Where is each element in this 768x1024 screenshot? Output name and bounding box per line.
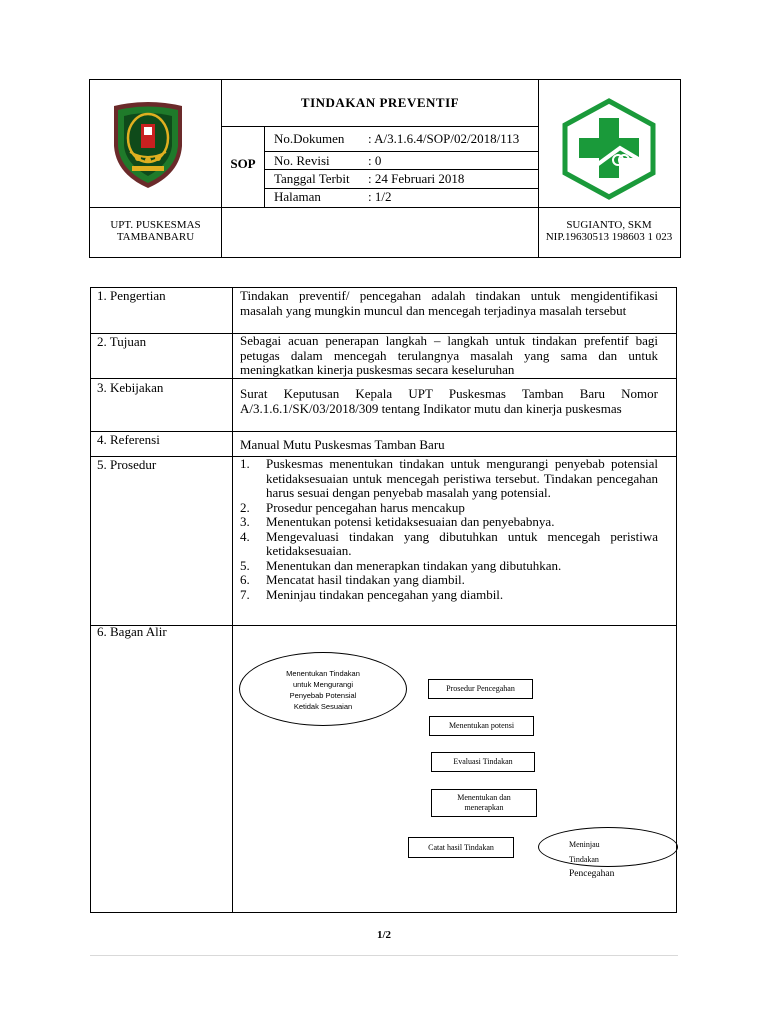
- section-text-kebijakan: Surat Keputusan Kepala UPT Puskesmas Tamban Baru Nomor A/3.1.6.1/SK/03/2018/309 tentang Indikator mutu dan kinerja puskesmas: [240, 386, 658, 416]
- revision-value: : 0: [368, 153, 382, 168]
- flow-text-line: Menentukan Tindakan: [286, 669, 360, 678]
- section-label-prosedur: 5. Prosedur: [97, 457, 157, 472]
- doc-number-label: No.Dokumen: [274, 131, 345, 146]
- section-text-tujuan: Sebagai acuan penerapan langkah – langkah untuk tindakan prefentif bagi petugas dalam mencegah terulangnya masalah yang sama dan untuk meningkatkan kinerja puskesmas secara keseluruhan: [240, 333, 658, 377]
- section-label-bagan-alir: 6. Bagan Alir: [97, 624, 167, 639]
- flow-text-line: Pencegahan: [569, 869, 615, 879]
- step-text: Prosedur pencegahan harus mencakup: [266, 499, 465, 515]
- section-label-tujuan: 2. Tujuan: [97, 334, 147, 349]
- page-value: : 1/2: [368, 189, 392, 204]
- step-text: Mengevaluasi tindakan yang dibutuhkan untuk mencegah peristiwa ketidaksesuaian.: [266, 528, 658, 558]
- revision-label: No. Revisi: [274, 153, 330, 168]
- table-divider: [90, 625, 677, 626]
- section-label-kebijakan: 3. Kebijakan: [97, 380, 164, 395]
- signer-block: [538, 219, 680, 243]
- header-divider: [89, 207, 681, 208]
- document-title: TINDAKAN PREVENTIF: [300, 95, 460, 110]
- section-label-referensi: 4. Referensi: [97, 432, 160, 447]
- puskesmas-cross-logo-icon: [560, 98, 658, 200]
- step-text: Meninjau tindakan pencegahan yang diambil.: [266, 586, 504, 602]
- procedure-step: [240, 515, 658, 530]
- organization-name: [90, 219, 221, 243]
- step-text: Puskesmas menentukan tindakan untuk mengurangi penyebab potensial ketidaksesuaian untuk mencegah peristiwa tersebut. Tindakan pencegahan harus sesuai dengan penyebab masalah yang potensial.: [266, 456, 658, 500]
- section-text-referensi: Manual Mutu Puskesmas Tamban Baru: [240, 437, 445, 452]
- signer-nip: NIP.19630513 198603 1 023: [545, 231, 673, 243]
- flow-start-label: [250, 668, 396, 712]
- issue-date-value: : 24 Februari 2018: [368, 171, 465, 186]
- procedure-step: [240, 530, 658, 559]
- section-label-pengertian: 1. Pengertian: [97, 288, 166, 303]
- flow-text-line: Ketidak Sesuaian: [293, 702, 353, 711]
- step-text: Menentukan dan menerapkan tindakan yang dibutuhkan.: [266, 557, 562, 573]
- section-text-pengertian: Tindakan preventif/ pencegahan adalah tindakan untuk mengidentifikasi masalah yang mungkin muncul dan mencegah terjadinya masalah tersebut: [240, 288, 658, 318]
- signer-name: SUGIANTO, SKM: [566, 219, 652, 231]
- step-text: Menentukan potensi ketidaksesuaian dan penyebabnya.: [266, 514, 555, 529]
- flow-text-line: Penyebab Potensial: [289, 691, 357, 700]
- page-label: Halaman: [274, 189, 321, 204]
- flow-step-box: Menentukan potensi: [429, 716, 534, 736]
- flow-text-line: Menentukan dan: [457, 793, 511, 802]
- flow-text-line: untuk Mengurangi: [292, 680, 354, 689]
- flow-step-box: Prosedur Pencegahan: [428, 679, 533, 699]
- flow-end-label: [569, 837, 614, 882]
- issue-date-label: Tanggal Terbit: [274, 171, 350, 186]
- footer-divider: [90, 955, 678, 956]
- step-number: 7.: [240, 586, 250, 602]
- page-number: 1/2: [376, 929, 392, 941]
- step-number: 2.: [240, 499, 250, 515]
- header-divider: [264, 126, 265, 207]
- doc-number-value: : A/3.1.6.4/SOP/02/2018/113: [368, 131, 520, 146]
- sop-label: SOP: [230, 156, 256, 171]
- table-divider: [232, 287, 233, 913]
- step-number: 5.: [240, 557, 250, 573]
- procedure-step: [240, 588, 658, 603]
- step-number: 4.: [240, 528, 250, 544]
- flow-step-box: [431, 789, 537, 817]
- procedure-step: [240, 559, 658, 574]
- procedure-list: [240, 457, 658, 602]
- flow-step-box: Evaluasi Tindakan: [431, 752, 535, 772]
- table-divider: [90, 378, 677, 379]
- procedure-step: [240, 501, 658, 516]
- header-divider: [264, 169, 538, 170]
- flow-step-box: Catat hasil Tindakan: [408, 837, 514, 858]
- flow-text-line: menerapkan: [464, 803, 504, 812]
- header-divider: [264, 151, 538, 152]
- org-line: UPT. PUSKESMAS: [110, 219, 201, 231]
- step-text: Mencatat hasil tindakan yang diambil.: [266, 572, 465, 587]
- header-divider: [221, 126, 538, 127]
- regency-emblem-icon: [108, 100, 188, 190]
- step-number: 1.: [240, 456, 250, 471]
- step-number: 6.: [240, 572, 250, 587]
- flow-text-line: Meninjau: [569, 840, 600, 849]
- flow-text-line: Tindakan: [569, 855, 599, 864]
- step-number: 3.: [240, 514, 250, 529]
- table-divider: [90, 431, 677, 432]
- procedure-step: [240, 573, 658, 588]
- procedure-step: [240, 457, 658, 501]
- org-line: TAMBANBARU: [116, 231, 195, 243]
